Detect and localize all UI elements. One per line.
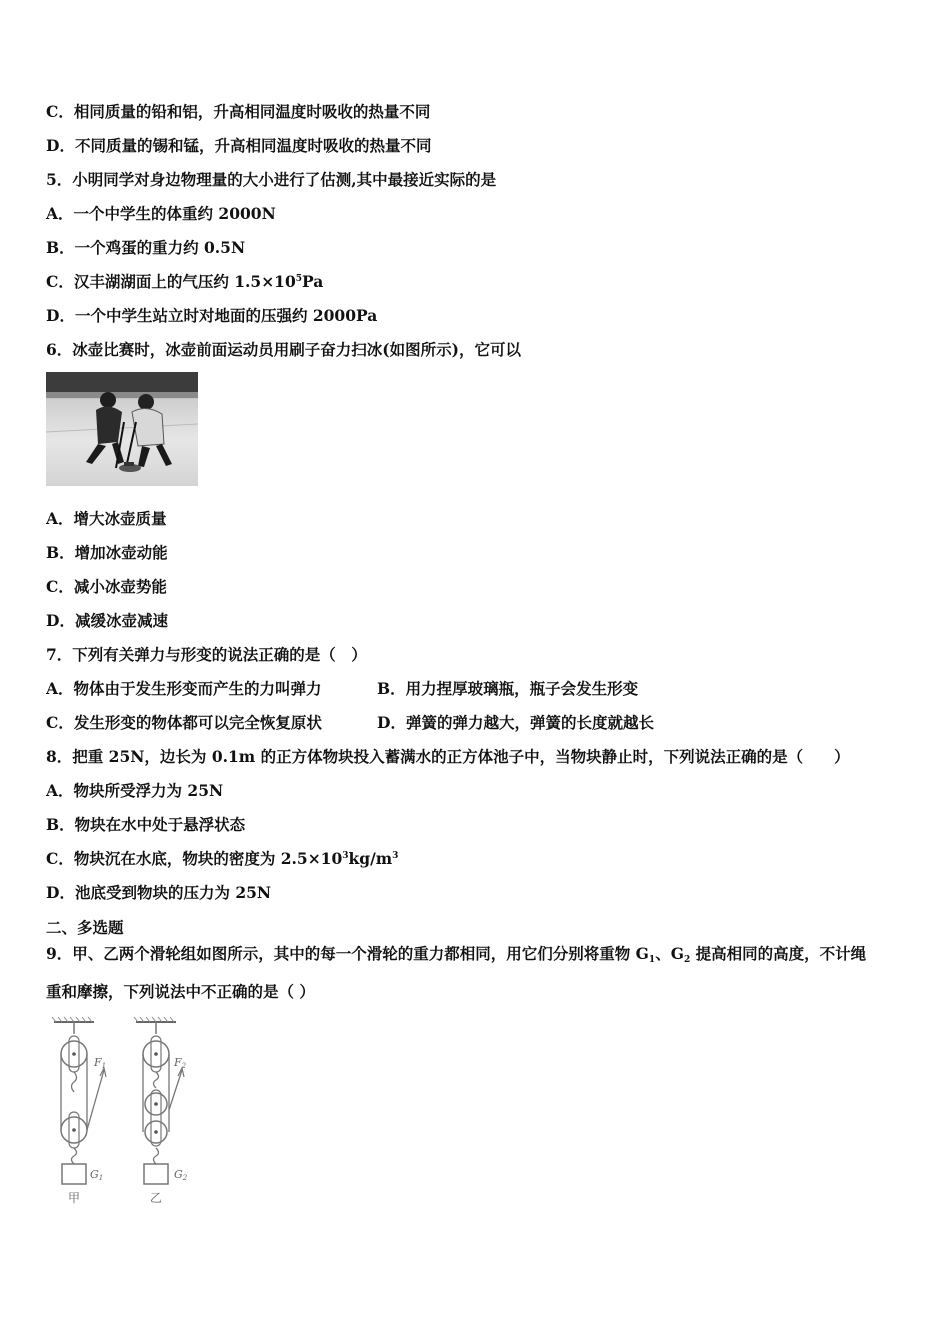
pulley-diagram <box>40 1012 210 1212</box>
q4-option-d: D．不同质量的锡和锰，升高相同温度时吸收的热量不同 <box>46 136 432 155</box>
q8-stem: 8．把重 25N，边长为 0.1m 的正方体物块投入蓄满水的正方体池子中，当物块静止时，下列说法正确的是（ ） <box>46 747 850 766</box>
q6-stem: 6．冰壶比赛时，冰壶前面运动员用刷子奋力扫冰(如图所示)，它可以 <box>46 340 521 359</box>
q8-option-c-unit: kg/m <box>348 849 393 868</box>
q8-option-c-exponent-1: 3 <box>342 851 349 861</box>
label-f2-subscript: 2 <box>181 1062 187 1070</box>
q7-option-b: B．用力捏厚玻璃瓶，瓶子会发生形变 <box>377 679 639 698</box>
label-f1-letter: F <box>94 1056 102 1069</box>
q8-option-c-exponent-2: 3 <box>392 851 399 861</box>
q7-option-d: D．弹簧的弹力越大，弹簧的长度就越长 <box>377 713 654 732</box>
curling-photo <box>46 372 198 486</box>
q9-stem-text-2: 、G <box>655 944 684 963</box>
label-g1-subscript: 1 <box>98 1174 104 1182</box>
q8-option-c <box>46 849 398 869</box>
q6-option-b: B．增加冰壶动能 <box>46 543 168 562</box>
q9-stem-line2: 重和摩擦，下列说法中不正确的是（ ） <box>46 982 315 1001</box>
q5-stem: 5．小明同学对身边物理量的大小进行了估测,其中最接近实际的是 <box>46 170 497 189</box>
q7-option-c: C．发生形变的物体都可以完全恢复原状 <box>46 713 322 732</box>
label-g1 <box>90 1168 103 1182</box>
q5-option-b: B．一个鸡蛋的重力约 0.5N <box>46 238 246 257</box>
q7-stem: 7．下列有关弹力与形变的说法正确的是（ ） <box>46 645 367 664</box>
q5-option-c-unit: Pa <box>302 272 324 291</box>
section-heading-multiple-choice: 二、多选题 <box>46 918 124 937</box>
q5-option-a: A．一个中学生的体重约 2000N <box>46 204 276 223</box>
q7-option-a: A．物体由于发生形变而产生的力叫弹力 <box>46 679 322 698</box>
q8-option-d: D．池底受到物块的压力为 25N <box>46 883 272 902</box>
q8-option-b: B．物块在水中处于悬浮状态 <box>46 815 246 834</box>
label-jia: 甲 <box>68 1191 81 1205</box>
q5-option-c-exponent: 5 <box>295 274 303 284</box>
q9-stem <box>46 944 866 964</box>
label-f2 <box>173 1056 187 1070</box>
label-f1-subscript: 1 <box>101 1062 107 1070</box>
label-f1 <box>93 1056 106 1070</box>
q8-option-a: A．物块所受浮力为 25N <box>46 781 224 800</box>
q4-option-c: C．相同质量的铅和铝，升高相同温度时吸收的热量不同 <box>46 102 431 121</box>
q8-option-c-text: C．物块沉在水底，物块的密度为 2.5×10 <box>46 849 343 868</box>
q9-stem-sub-1: 1 <box>648 955 656 965</box>
q9-stem-text-1: 9．甲、乙两个滑轮组如图所示，其中的每一个滑轮的重力都相同，用它们分别将重物 G <box>46 944 649 963</box>
q5-option-c <box>46 272 323 292</box>
label-g2-subscript: 2 <box>182 1174 188 1182</box>
label-f2-letter: F <box>174 1056 182 1069</box>
q9-stem-text-3: 提高相同的高度，不计绳 <box>690 944 867 963</box>
q5-option-d: D．一个中学生站立时对地面的压强约 2000Pa <box>46 306 378 325</box>
q6-option-c: C．减小冰壶势能 <box>46 577 167 596</box>
label-yi: 乙 <box>150 1191 163 1205</box>
label-g2-letter: G <box>174 1168 183 1181</box>
q6-option-a: A．增大冰壶质量 <box>46 509 167 528</box>
q5-option-c-text: C．汉丰湖湖面上的气压约 1.5×10 <box>46 272 296 291</box>
label-g1-letter: G <box>90 1168 99 1181</box>
label-g2 <box>174 1168 188 1182</box>
q9-stem-sub-2: 2 <box>683 955 691 965</box>
q6-option-d: D．减缓冰壶减速 <box>46 611 168 630</box>
